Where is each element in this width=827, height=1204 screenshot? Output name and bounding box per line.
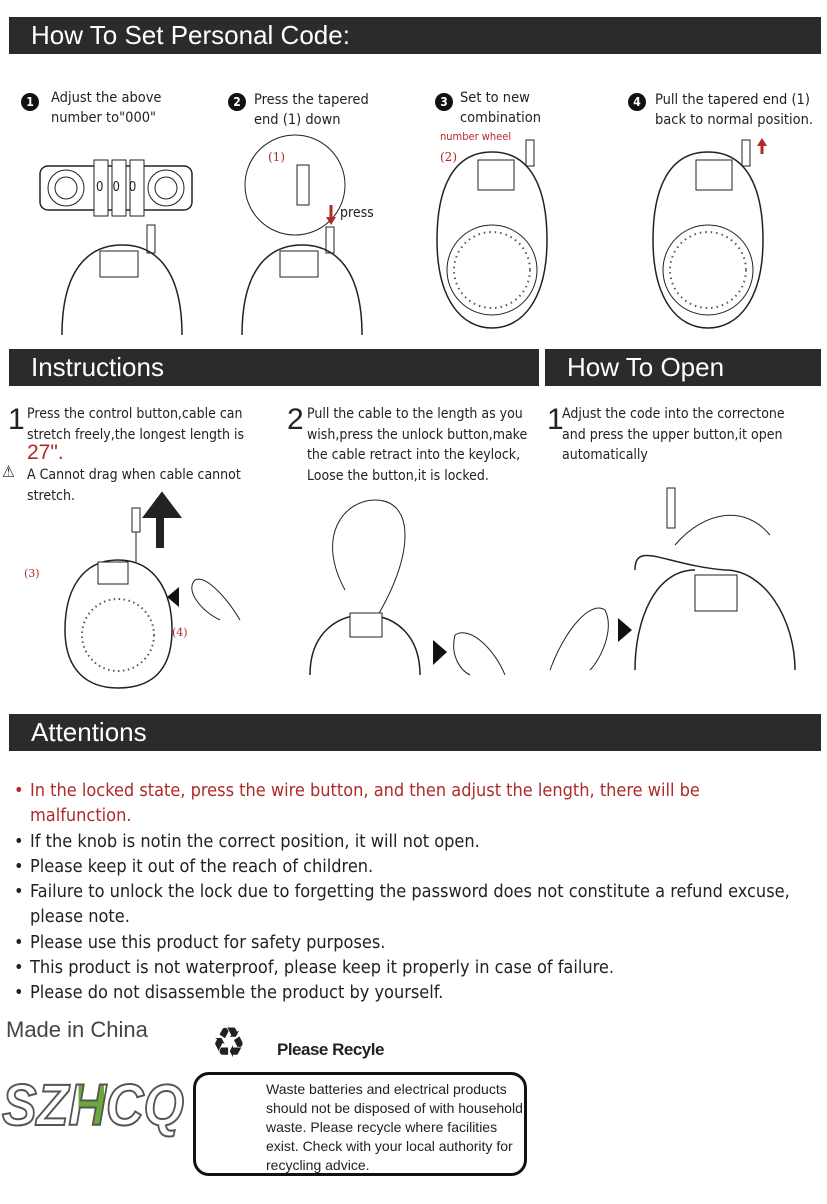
step-2-text: Press the tapered end (1) down	[254, 92, 369, 128]
attention-item: • Failure to unlock the lock due to forgetting the password does not constitute a refund excuse, please note.	[14, 879, 804, 930]
recycle-notice-text: Waste batteries and electrical products should not be disposed of with household waste. Please recycle where facilities exist. Check with your local authority for recycling advice.	[266, 1081, 523, 1173]
step-1-text: Adjust the above number to"000"	[51, 90, 162, 126]
step-3-text: Set to new combination	[460, 90, 542, 126]
step-3-number: 3	[435, 93, 453, 111]
recycle-title: Please Recyle	[277, 1040, 384, 1059]
instruction-2-text: Pull the cable to the length as you wish,press the unlock button,make the cable retract into the keylock, Loose the button,it is locked.	[307, 406, 528, 484]
section-how-to-open-header: How To Open	[545, 349, 821, 386]
lock-open-illustration	[545, 470, 805, 670]
made-in-label: Made in China	[6, 1017, 148, 1042]
lock-body-illustration	[232, 225, 372, 335]
instruction-2-number: 2	[287, 403, 304, 436]
brand-logo-text: SZHCQ	[2, 1073, 184, 1138]
label-1: (1)	[268, 150, 285, 164]
step-4-number: 4	[628, 93, 646, 111]
step-1-number: 1	[21, 93, 39, 111]
brand-logo	[2, 1073, 187, 1138]
recycle-notice-box	[193, 1072, 527, 1176]
press-label: press	[340, 205, 374, 221]
attention-item: • Please use this product for safety purposes.	[14, 930, 804, 955]
lock-body-illustration	[648, 140, 768, 330]
lock-body-illustration	[432, 140, 552, 330]
attention-item: • In the locked state, press the wire button, and then adjust the length, there will be malfunction.	[14, 778, 804, 829]
attention-item: • Please keep it out of the reach of children.	[14, 854, 804, 879]
open-step-number: 1	[547, 403, 564, 436]
attention-item: • This product is not waterproof, please keep it properly in case of failure.	[14, 955, 804, 980]
max-length: 27".	[27, 441, 64, 464]
number-wheel-label: number wheel	[440, 130, 512, 143]
attention-item: • Please do not disassemble the product by yourself.	[14, 980, 804, 1005]
lock-body-illustration	[52, 225, 192, 335]
lock-pull-illustration	[62, 500, 182, 690]
instruction-1-number: 1	[8, 403, 25, 436]
label-3: (3)	[24, 567, 40, 580]
label-4: (4)	[172, 626, 188, 639]
instruction-1-warning: A Cannot drag when cable cannot stretch.	[27, 467, 241, 504]
warning-icon: ⚠	[2, 462, 15, 481]
open-step-text: Adjust the code into the correctone and press the upper button,it open automatically	[562, 406, 785, 463]
recycle-icon: ♻	[212, 1018, 246, 1067]
lock-cable-illustration	[305, 495, 555, 675]
attentions-list	[14, 778, 804, 1006]
zoom-circle-illustration	[245, 135, 345, 235]
dial-wheels: 000	[96, 180, 146, 195]
section-attentions-header: Attentions	[9, 714, 821, 751]
label-2: (2)	[440, 150, 457, 164]
attention-item: • If the knob is notin the correct position, it will not open.	[14, 829, 804, 854]
instruction-1-text: Press the control button,cable can stretch freely,the longest length is	[27, 406, 245, 443]
step-2-number: 2	[228, 93, 246, 111]
section-set-code-header: How To Set Personal Code:	[9, 17, 821, 54]
section-instructions-header: Instructions	[9, 349, 539, 386]
finger-press-illustration	[165, 575, 245, 625]
step-4-text: Pull the tapered end (1) back to normal position.	[655, 92, 814, 128]
